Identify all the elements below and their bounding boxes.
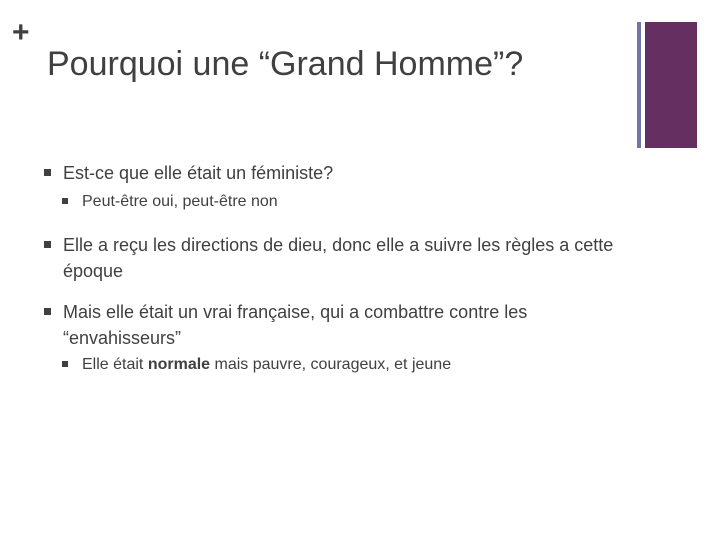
plus-icon: + [12, 16, 30, 49]
bullet-item [63, 232, 643, 284]
bullet-text: Mais elle était un vrai française, qui a combattre contre les “envahisseurs” [63, 302, 528, 348]
sub-bullet-item [82, 354, 622, 376]
accent-block [645, 22, 697, 148]
bullet-item [63, 299, 643, 351]
bullet-text: Est-ce que elle était un féministe? [63, 163, 334, 183]
bullet-text: Elle a reçu les directions de dieu, donc elle a suivre les règles a cette époque [63, 235, 614, 281]
bullet-text-prefix: Elle était [82, 356, 148, 373]
bullet-text-bold: normale [147, 356, 211, 373]
bullet-text: Peut-être oui, peut-être non [82, 193, 278, 210]
square-bullet-icon [62, 198, 68, 204]
square-bullet-icon [62, 361, 68, 367]
slide-title: Pourquoi une “Grand Homme”? [47, 45, 524, 83]
sub-bullet-item [82, 191, 622, 213]
square-bullet-icon [44, 308, 51, 315]
accent-line [637, 22, 641, 148]
square-bullet-icon [44, 241, 51, 248]
bullet-item [63, 160, 643, 186]
bullet-text-suffix: mais pauvre, courageux, et jeune [210, 356, 452, 373]
square-bullet-icon [44, 169, 51, 176]
